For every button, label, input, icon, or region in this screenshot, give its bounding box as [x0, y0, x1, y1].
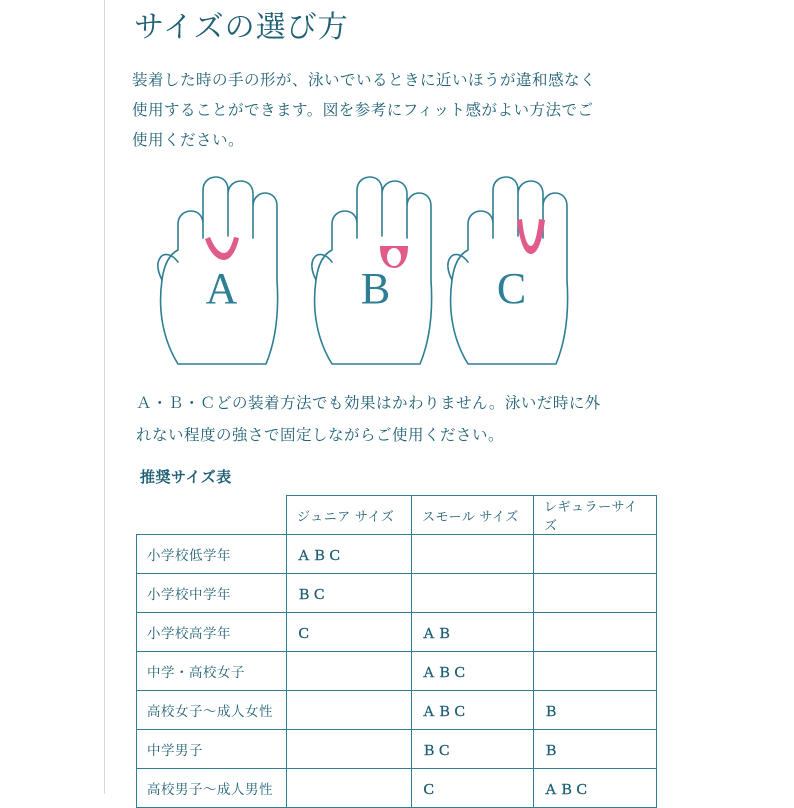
table-corner-cell: [137, 496, 287, 535]
table-row: [137, 574, 657, 613]
table-column-small: スモール サイズ: [412, 496, 534, 535]
intro-paragraph: 装着した時の手の形が、泳いでいるときに近いほうが違和感なく使用することができます。図を参考にフィット感がよい方法でご使用ください。: [132, 72, 597, 149]
cell-small: [412, 574, 534, 613]
cell-junior: [287, 769, 412, 808]
cell-junior: ＢＣ: [287, 574, 412, 613]
row-label: 中学男子: [137, 730, 287, 769]
hand-label-b: B: [360, 264, 392, 313]
table-row: [137, 613, 657, 652]
cell-small: ＡＢＣ: [412, 691, 534, 730]
cell-small: ＢＣ: [412, 730, 534, 769]
content-column: [128, 0, 748, 808]
left-margin-rule: [104, 0, 105, 794]
table-row: [137, 535, 657, 574]
cell-junior: [287, 652, 412, 691]
table-row: [137, 652, 657, 691]
cell-regular: [534, 535, 657, 574]
row-label: 小学校低学年: [137, 535, 287, 574]
table-row: [137, 730, 657, 769]
row-label: 高校男子〜成人男性: [137, 769, 287, 808]
cell-junior: ＡＢＣ: [287, 535, 412, 574]
table-row: [137, 769, 657, 808]
hand-diagram-a: [142, 168, 302, 368]
table-header-row: [137, 496, 657, 535]
row-label: 小学校中学年: [137, 574, 287, 613]
cell-junior: Ｃ: [287, 613, 412, 652]
webbing-highlight-c: [517, 219, 545, 254]
cell-small: Ｃ: [412, 769, 534, 808]
cell-regular: Ｂ: [534, 730, 657, 769]
table-column-junior: ジュニア サイズ: [287, 496, 412, 535]
table-row: [137, 691, 657, 730]
row-label: 高校女子〜成人女性: [137, 691, 287, 730]
cell-regular: [534, 613, 657, 652]
cell-junior: [287, 691, 412, 730]
hand-figure-group: [128, 168, 748, 378]
cell-small: [412, 535, 534, 574]
cell-junior: [287, 730, 412, 769]
webbing-highlight-a: [205, 237, 239, 260]
cell-regular: [534, 652, 657, 691]
cell-small: ＡＢＣ: [412, 652, 534, 691]
table-column-regular: レギュラーサイズ: [534, 496, 657, 535]
recommended-size-table: [136, 495, 657, 808]
usage-note: Ａ・Ｂ・Ｃどの装着方法でも効果はかわりません。泳いだ時に外れない程度の強さで固定しながらご使用ください。: [136, 395, 601, 444]
row-label: 小学校高学年: [137, 613, 287, 652]
row-label: 中学・高校女子: [137, 652, 287, 691]
cell-regular: Ｂ: [534, 691, 657, 730]
cell-small: ＡＢ: [412, 613, 534, 652]
size-table-title: 推奨サイズ表: [140, 469, 232, 486]
cell-regular: ＡＢＣ: [534, 769, 657, 808]
hand-diagram-c: [432, 168, 592, 368]
hand-label-c: C: [496, 264, 528, 313]
hand-label-a: A: [205, 264, 239, 313]
page-title: サイズの選び方: [134, 11, 349, 44]
cell-regular: [534, 574, 657, 613]
